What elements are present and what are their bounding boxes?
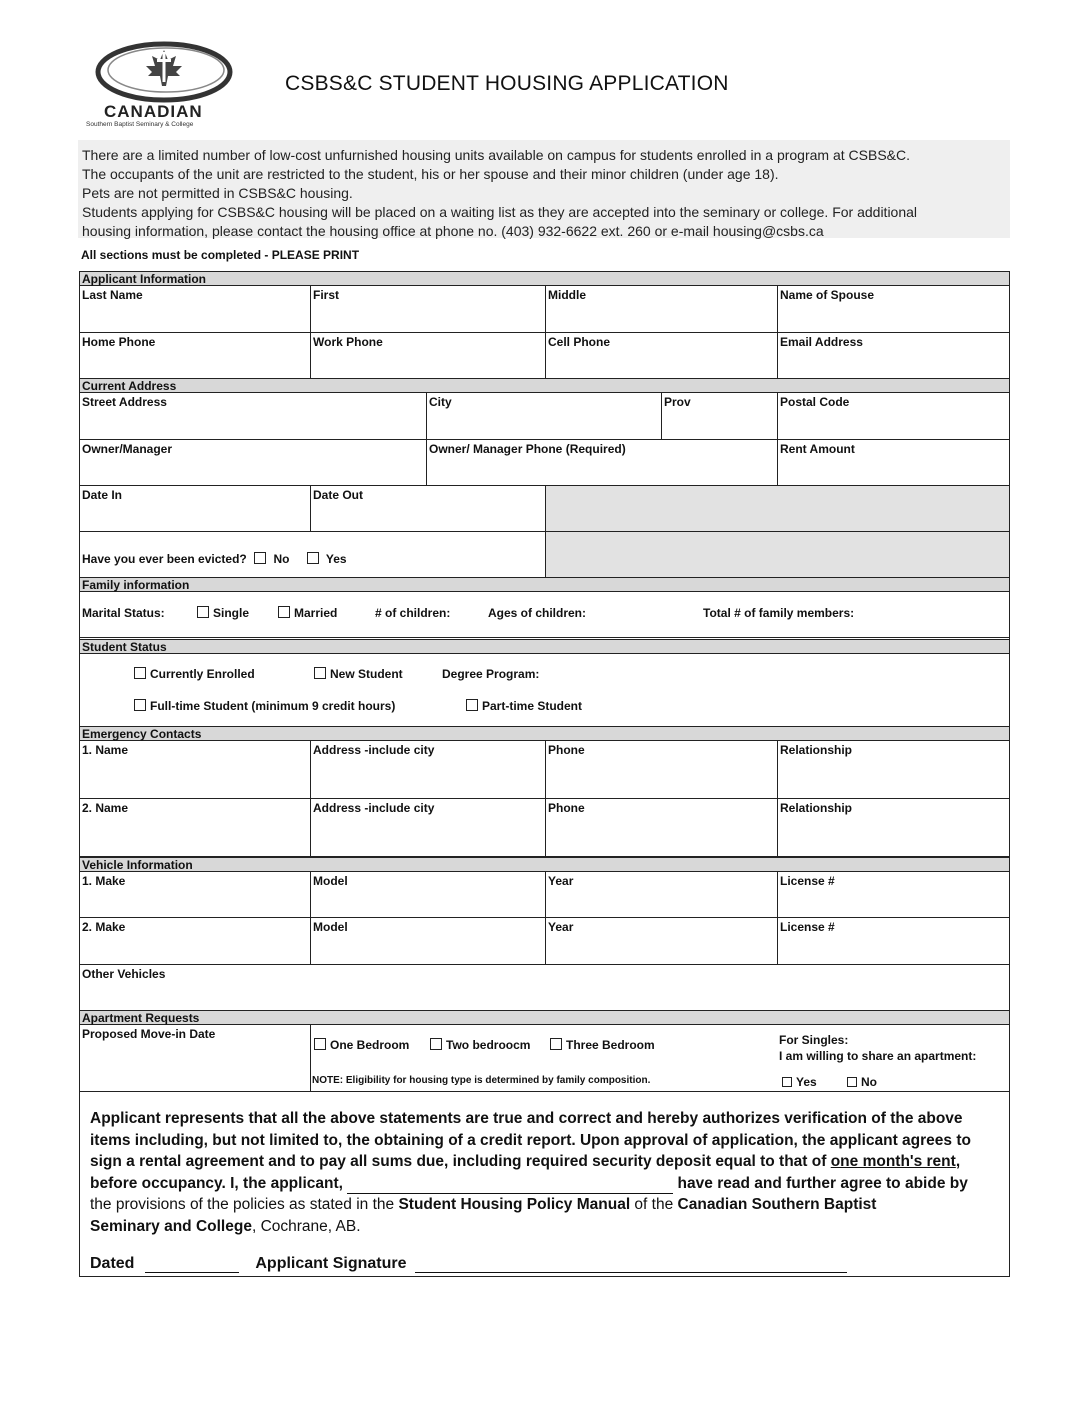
section-address-heading: Current Address	[79, 378, 1010, 393]
emergency-1-address-field[interactable]	[311, 741, 546, 799]
move-in-date-label: Proposed Move-in Date	[82, 1027, 216, 1041]
middle-name-field[interactable]	[546, 286, 778, 333]
evicted-yes-checkbox[interactable]	[307, 552, 319, 564]
logo-subtext: Southern Baptist Seminary & College	[86, 121, 194, 128]
province-field[interactable]	[662, 393, 778, 440]
one-months-rent-text: one month's rent	[830, 1153, 956, 1170]
owner-phone-field[interactable]	[427, 440, 778, 486]
other-vehicles-field[interactable]	[79, 965, 1010, 1011]
new-student-label: New Student	[330, 667, 403, 681]
singles-label: For Singles:	[779, 1033, 849, 1047]
full-time-label: Full-time Student (minimum 9 credit hours)	[150, 699, 396, 713]
section-student-heading: Student Status	[79, 639, 1010, 654]
other-vehicles-label: Other Vehicles	[82, 967, 166, 981]
intro-line: housing information, please contact the housing office at phone no. (403) 932-6622 ext. 260 or e-mail housing@csbs.ca	[82, 223, 824, 239]
one-bedroom-label: One Bedroom	[330, 1038, 410, 1052]
emergency-1-phone-field[interactable]	[546, 741, 778, 799]
vehicle-1-model-label: Model	[313, 874, 348, 888]
intro-panel	[78, 140, 1010, 238]
section-apartment-heading: Apartment Requests	[79, 1010, 1010, 1025]
street-address-field[interactable]	[79, 393, 427, 440]
page-title: CSBS&C STUDENT HOUSING APPLICATION	[285, 72, 729, 95]
street-address-label: Street Address	[82, 395, 167, 409]
emergency-2-phone-label: Phone	[548, 801, 585, 815]
vehicle-2-license-field[interactable]	[778, 918, 1010, 965]
rent-amount-label: Rent Amount	[780, 442, 855, 456]
institution-name: Canadian Southern Baptist	[677, 1196, 877, 1213]
emergency-2-relationship-label: Relationship	[780, 801, 853, 815]
vehicle-1-year-label: Year	[548, 874, 574, 888]
family-row	[79, 592, 1010, 638]
single-checkbox[interactable]	[197, 606, 209, 618]
emergency-1-relationship-label: Relationship	[780, 743, 853, 757]
three-bedroom-checkbox[interactable]	[550, 1038, 562, 1050]
vehicle-2-make-label: 2. Make	[82, 920, 126, 934]
vehicle-1-license-label: License #	[780, 874, 835, 888]
emergency-1-relationship-field[interactable]	[778, 741, 1010, 799]
agreement-line: items including, but not limited to, the obtaining of a credit report. Upon approval of application, the applicant agrees to	[90, 1131, 971, 1149]
postal-code-label: Postal Code	[780, 395, 850, 409]
date-out-field[interactable]	[311, 486, 546, 532]
evicted-no-label: No	[273, 552, 290, 566]
signature-row	[90, 1255, 847, 1273]
province-label: Prov	[664, 395, 691, 409]
owner-phone-label: Owner/ Manager Phone (Required)	[429, 442, 626, 456]
vehicle-1-year-field[interactable]	[546, 872, 778, 918]
signature-label: Applicant Signature	[255, 1255, 407, 1272]
home-phone-label: Home Phone	[82, 335, 156, 349]
vehicle-2-make-field[interactable]	[79, 918, 311, 965]
vehicle-2-year-field[interactable]	[546, 918, 778, 965]
agreement-line: Applicant represents that all the above statements are true and correct and hereby authorizes verification of the above	[90, 1110, 963, 1127]
vehicle-1-make-label: 1. Make	[82, 874, 126, 888]
vehicle-2-model-label: Model	[313, 920, 348, 934]
share-apartment-label: I am willing to share an apartment:	[779, 1049, 977, 1063]
vehicle-2-year-label: Year	[548, 920, 574, 934]
logo-text: CANADIAN	[104, 102, 203, 121]
currently-enrolled-label: Currently Enrolled	[150, 667, 255, 681]
evicted-row	[79, 532, 546, 578]
cell-phone-label: Cell Phone	[548, 335, 611, 349]
vehicle-1-model-field[interactable]	[311, 872, 546, 918]
agreement-text	[90, 1108, 1005, 1237]
dated-line[interactable]	[145, 1272, 239, 1273]
shaded-cell	[546, 486, 1010, 532]
work-phone-label: Work Phone	[313, 335, 383, 349]
spouse-name-field[interactable]	[778, 286, 1010, 333]
signature-line[interactable]	[415, 1272, 847, 1273]
city-field[interactable]	[427, 393, 662, 440]
agreement-line: before occupancy. I, the applicant, have read and further agree to abide by	[90, 1173, 1005, 1195]
emergency-2-address-field[interactable]	[311, 799, 546, 857]
two-bedroom-label: Two bedroocm	[446, 1038, 531, 1052]
children-count-label: # of children:	[375, 606, 451, 620]
currently-enrolled-checkbox[interactable]	[134, 667, 146, 679]
new-student-checkbox[interactable]	[314, 667, 326, 679]
married-label: Married	[294, 606, 338, 620]
marital-status-label: Marital Status:	[82, 606, 165, 620]
part-time-label: Part-time Student	[482, 699, 583, 713]
section-vehicle-heading: Vehicle Information	[79, 857, 1010, 872]
date-in-label: Date In	[82, 488, 123, 502]
spouse-name-label: Name of Spouse	[780, 288, 875, 302]
agreement-line: Seminary and College, Cochrane, AB.	[90, 1217, 361, 1235]
student-status-row	[79, 654, 1010, 727]
first-name-field[interactable]	[311, 286, 546, 333]
share-no-label: No	[861, 1075, 877, 1089]
three-bedroom-label: Three Bedroom	[566, 1038, 655, 1052]
single-label: Single	[213, 606, 250, 620]
email-field[interactable]	[778, 333, 1010, 379]
email-label: Email Address	[780, 335, 863, 349]
part-time-checkbox[interactable]	[466, 699, 478, 711]
vehicle-1-license-field[interactable]	[778, 872, 1010, 918]
full-time-checkbox[interactable]	[134, 699, 146, 711]
two-bedroom-checkbox[interactable]	[430, 1038, 442, 1050]
shaded-cell	[546, 532, 1010, 578]
degree-program-label: Degree Program:	[442, 667, 540, 681]
vehicle-2-model-field[interactable]	[311, 918, 546, 965]
share-yes-label: Yes	[796, 1075, 817, 1089]
cell-phone-field[interactable]	[546, 333, 778, 379]
vehicle-2-license-label: License #	[780, 920, 835, 934]
emergency-2-name-label: 2. Name	[82, 801, 129, 815]
share-yes-checkbox[interactable]	[782, 1077, 792, 1087]
policy-manual-title: Student Housing Policy Manual	[398, 1196, 631, 1213]
evicted-no-checkbox[interactable]	[254, 552, 266, 564]
share-no-checkbox[interactable]	[847, 1077, 857, 1087]
children-ages-label: Ages of children:	[488, 606, 587, 620]
city-label: City	[429, 395, 452, 409]
family-total-label: Total # of family members:	[703, 606, 855, 620]
intro-line: Pets are not permitted in CSBS&C housing.	[82, 185, 353, 201]
intro-line: There are a limited number of low-cost unfurnished housing units available on campus for students enrolled in a program at CSBS&C.	[82, 147, 910, 163]
emergency-1-name-field[interactable]	[79, 741, 311, 799]
institution-name-cont: Seminary and College	[90, 1217, 252, 1235]
first-name-label: First	[313, 288, 340, 302]
date-out-label: Date Out	[313, 488, 364, 502]
emergency-2-relationship-field[interactable]	[778, 799, 1010, 857]
last-name-field[interactable]	[79, 286, 311, 333]
agreement-line: sign a rental agreement and to pay all sums due, including required security deposit equal to that of one month's rent,	[90, 1153, 961, 1170]
emergency-1-name-label: 1. Name	[82, 743, 129, 757]
section-applicant-heading: Applicant Information	[79, 271, 1010, 286]
married-checkbox[interactable]	[278, 606, 290, 618]
section-emergency-heading: Emergency Contacts	[79, 726, 1010, 741]
eligibility-note: NOTE: Eligibility for housing type is determined by family composition.	[312, 1075, 651, 1086]
emergency-2-name-field[interactable]	[79, 799, 311, 857]
rent-amount-field[interactable]	[778, 440, 1010, 486]
evicted-question: Have you ever been evicted?	[82, 552, 247, 566]
last-name-label: Last Name	[82, 288, 143, 302]
work-phone-field[interactable]	[311, 333, 546, 379]
date-in-field[interactable]	[79, 486, 311, 532]
postal-code-field[interactable]	[778, 393, 1010, 440]
emergency-1-phone-label: Phone	[548, 743, 585, 757]
intro-line: Students applying for CSBS&C housing will be placed on a waiting list as they are accepted into the seminary or college. For additional	[82, 204, 918, 220]
instructions-note: All sections must be completed - PLEASE PRINT	[81, 248, 360, 262]
emergency-1-address-label: Address -include city	[313, 743, 435, 757]
one-bedroom-checkbox[interactable]	[314, 1038, 326, 1050]
intro-line: The occupants of the unit are restricted to the student, his or her spouse and their minor children (under age 18).	[82, 166, 779, 182]
home-phone-field[interactable]	[79, 333, 311, 379]
section-family-heading: Family information	[79, 577, 1010, 592]
dated-label: Dated	[90, 1255, 135, 1272]
emergency-2-address-label: Address -include city	[313, 801, 435, 815]
agreement-line: the provisions of the policies as stated in the Student Housing Policy Manual of the Canadian Southern Baptist	[90, 1196, 877, 1213]
evicted-yes-label: Yes	[325, 552, 347, 566]
vehicle-1-make-field[interactable]	[79, 872, 311, 918]
move-in-date-field[interactable]	[79, 1025, 311, 1092]
owner-manager-label: Owner/Manager	[82, 442, 173, 456]
owner-manager-field[interactable]	[79, 440, 427, 486]
middle-name-label: Middle	[548, 288, 586, 302]
bedroom-request-cell	[311, 1025, 1010, 1092]
emergency-2-phone-field[interactable]	[546, 799, 778, 857]
